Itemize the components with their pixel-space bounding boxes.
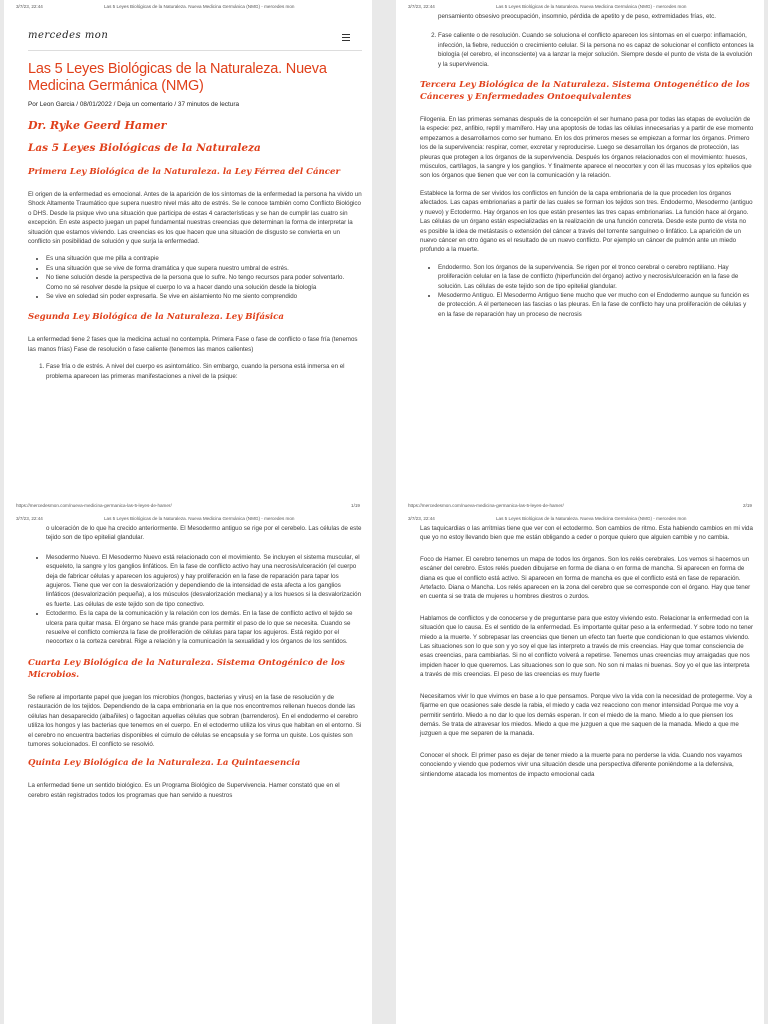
print-timestamp: 3/7/23, 22:44 bbox=[16, 4, 43, 9]
ley1-heading: Primera Ley Biológica de la Naturaleza. la Ley Férrea del Cáncer bbox=[28, 167, 341, 177]
bullet-list bbox=[420, 263, 754, 319]
list-item: o ulceración de lo que ha crecido anteriormente. El Mesodermo antiguo se rige por el cerebelo. Las células de este tejido son de tipo epitelial glandular. bbox=[46, 525, 362, 542]
bullet-list-continued bbox=[28, 524, 362, 543]
print-title: Las 5 Leyes Biológicas de la Naturaleza. Nueva Medicina Germánica (NMG) - mercedes mon bbox=[104, 4, 295, 9]
print-title: Las 5 Leyes Biológicas de la Naturaleza. Nueva Medicina Germánica (NMG) - mercedes mon bbox=[496, 516, 687, 521]
leyes-heading: Las 5 Leyes Biológicas de la Naturaleza bbox=[28, 142, 261, 154]
list-item: • Es una situación que se vive de forma dramática y que supera nuestro umbral de estrés. bbox=[46, 264, 362, 273]
article-title: Las 5 Leyes Biológicas de la Naturaleza. Nueva Medicina Germánica (NMG) bbox=[28, 61, 327, 94]
hamburger-menu-icon[interactable] bbox=[342, 34, 350, 40]
paragraph: El origen de la enfermedad es emocional. Antes de la aparición de los síntomas de la enfermedad la persona ha vivido un Shock Altamente Traumático que supera nuestro nivel más alto de estrés. Se le conoce también como Conflicto Biológico o DHS. Desde la psique vivo una situación que participa de estas 4 características y se han de cumplir las cuatro sin excepción. En este aspecto juegan un papel fundamental nuestras creencias que determinan la forma de interpretar la situación que estamos viviendo. Las creencias es los que hacen que una situación de disgusto se convierta en un conflicto sin posibilidad de solución y que surja la enfermedad. bbox=[28, 191, 362, 246]
list-item: • Endodermo. Son los órganos de la supervivencia. Se rigen por el tronco cerebral o cerebro reptiliano. Hay proliferación celular en la fase de conflicto (hiperfunción del órgano) activo y necrosis/ulceración en la fase de solución. Las células de este tejido son de tipo epitelial glandular. bbox=[438, 263, 754, 291]
paragraph: Necesitamos vivir lo que vivimos en base a lo que pensamos. Porque vivo la vida con la necesidad de protegerme. Voy a fijarme en que ocasiones sale desde la rabia, el miedo y cada vez reacciono con menor intensidad Porque me voy a permitir sentirlo. Miedo a no dar lo que los demás esperan. Ir con el miedo de la mano. Miedo a lo que piensen los demás. Se trata de atravesar los miedos. Miedo a que me juzguen a que me saquen de la manada. Miedo a que me juzguen a que me separen de la manada. bbox=[420, 692, 752, 738]
ley4-heading: Cuarta Ley Biológica de la Naturaleza. Sistema Ontogénico de los Microbios. bbox=[28, 657, 345, 680]
print-title: Las 5 Leyes Biológicas de la Naturaleza. Nueva Medicina Germánica (NMG) - mercedes mon bbox=[104, 516, 295, 521]
page-number: 1/19 bbox=[351, 503, 360, 508]
site-header bbox=[28, 20, 362, 51]
bullet-list bbox=[28, 553, 362, 647]
pdf-page-3 bbox=[4, 512, 372, 1024]
list-item: • Es una situación que me pilla a contrapie bbox=[46, 254, 362, 263]
author-heading: Dr. Ryke Geerd Hamer bbox=[28, 119, 167, 132]
paragraph: Foco de Hamer. El cerebro tenemos un mapa de todos los órganos. Son los relés cerebrales. Los vemos si hacemos un escáner del cerebro. Estos relés pueden dibujarse en forma de diana o en forma de mancha. Si aparecen en forma de diana es que el conflicto está activo. Si aparecen en forma de mancha es que el conflicto está en fase de reparación. Artefacto. Diana o Mancha. Los relés aparecen en la zona del cerebro que se corresponde con el órgano. Hay que tener en cuenta si se trata de mujeres u hombres diestros o zurdos. bbox=[420, 555, 751, 601]
page-content bbox=[28, 524, 362, 808]
pdf-page-2 bbox=[396, 0, 764, 512]
print-footer bbox=[408, 503, 752, 508]
list-item: 1. Fase fría o de estrés. A nivel del cuerpo es asintomático. Sin embargo, cuando la persona está inmersa en el problema aparecen las primeras manifestaciones a nivel de la psique: bbox=[46, 362, 362, 381]
paragraph: Filogenia. En las primeras semanas después de la concepción el ser humano pasa por todas las etapas de evolución de la especie: pez, anfibio, reptil y mamífero. Hay una apoptosis de todas las células innecesarias y a partir de ese momento empezamos a desarrollarnos como ser humano. En los dos primeros meses se empiezan a formar los órganos. Primero los de la supervivencia: respirar, comer, excretar y reproducirse. Luego se desarrollan los órganos de protección, las pleuras que protegen a los órganos de la supervivencia. Después los órganos relacionados con el movimiento: huesos, músculos, cartílagos, la sangre y los ganglios. Y finalmente aparece el neocortex y con él las mucosas y los epitelios que son los órganos que tienen que ver con la comunicación y la relación. bbox=[420, 116, 754, 180]
footer-url: https://mercedesmon.com/nueva-medicina-germanica-las-5-leyes-de-hamer/ bbox=[16, 503, 172, 508]
ley3-heading: Tercera Ley Biológica de la Naturaleza. Sistema Ontogenético de los Cánceres y Enfermedades Ontoequivalentes bbox=[420, 80, 750, 103]
list-item: • Se vive en soledad sin poder expresarla. Se vive en aislamiento No me siento comprendido bbox=[46, 292, 362, 301]
paragraph: Establece la forma de ser vividos los conflictos en función de la capa embrionaria de la que proceden los órganos afectados. Las capas embrionarias a partir de las cuales se forman los tejidos son tres. Endodermo, Mesodermo (antiguo y nuevo) y Ectodermo. Hay órganos en los que están presentes las tres capas embrionarias. La función hace al órgano. Las células de un órgano están especializadas en la realización de una función concreta. Desde este punto de vista no es posible la idea de metástasis o extensión del cáncer a través del torrente sanguíneo o linfático. La aparición de un nuevo cáncer en otro ógano es el resultado de un nuevo conflicto. Por ejemplo un cáncer de pulmón ante un miedo profundo a la muerte. bbox=[420, 189, 753, 254]
paragraph: Conocer el shock. El primer paso es dejar de tener miedo a la muerte para no perderse la vida. Cuando nos vayamos conociendo y viendo que podemos vivir una situación desde una perspectiva diferente poniéndome a la defensiva, sintiendome atacada los momentos de impacto emocional cada bbox=[420, 751, 743, 778]
list-item: • Mesodermo Nuevo. El Mesodermo Nuevo está relacionado con el movimiento. Se incluyen el sistema muscular, el esqueleto, la sangre y los ganglios linfáticos. En la fase de conflicto activo hay una necrosis/ulceración (el cuerpo deja de fabricar células y aparecen los agujeros) y hay proliferación en la fase de reparación para tapar los agujeros. Tiene que ver con la desvalorización y dependiendo de la intensidad de esta afecta a los ganglios linfáticos (desvalorización pequeña), a los músculos (desvalorización mediana) y a los huesos si la desvalorización es fuerte. Las células de este tejido son de tipo conectivo. bbox=[46, 553, 362, 609]
footer-url: https://mercedesmon.com/nueva-medicina-germanica-las-5-leyes-de-hamer/ bbox=[408, 503, 564, 508]
numbered-list bbox=[28, 362, 362, 381]
list-item: • Ectodermo. Es la capa de la comunicación y la relación con los demás. En la fase de conflicto activo el tejido se ulcera para quitar masa. El órgano se hace más grande para permitir el paso de lo que se necesita. Cuando se resuelve el conflicto comienza la fase de proliferación de células para tapar los agujeros. Está regido por el neocortex o la corteza cerebral. Rige a relación y la comunicación la sexualidad y los órganos de los sentidos. bbox=[46, 609, 362, 647]
site-name-link[interactable]: mercedes mon bbox=[28, 30, 109, 41]
page-number: 2/19 bbox=[743, 503, 752, 508]
list-item: • No tiene solución desde la perspectiva de la persona que lo sufre. No tengo recursos para poder solventarlo. Como no sé resolver desde la psique el cuerpo lo va a hacer dando una solución desde la biología bbox=[46, 273, 362, 292]
print-footer bbox=[16, 503, 360, 508]
bullet-list bbox=[28, 254, 362, 301]
numbered-list bbox=[420, 31, 754, 69]
ley5-heading: Quinta Ley Biológica de la Naturaleza. La Quintaesencia bbox=[28, 758, 301, 769]
print-timestamp: 3/7/23, 22:44 bbox=[408, 516, 435, 521]
page-content bbox=[420, 524, 754, 787]
page-content bbox=[420, 12, 754, 329]
pdf-page-1 bbox=[4, 0, 372, 512]
paragraph: Hablamos de conflictos y de conocerse y de preguntarse para que estoy viviendo esto. Relacionar la enfermedad con la situación que lo causa. Es el sentido de la enfermedad. Es importante quitar peso a la enfermedad. Y sobre todo no tener miedo a la muerte. Y sobrepasar las creencias que tienen un efecto tan fuerte que condicionan lo que estamos viviendo. Las situaciones son lo que son y yo soy el que las interpreto a través de mis creencias. Hay que tomar consciencia de esas creencias, para cambiarlas. Si no el conflicto volverá a repetirse. Tenemos unas creencias muy arraigadas que nos impiden hacer lo que queremos. Las situaciones son lo que son. No son ni malas ni buenas. Soy yo el que las interpreta a través de mis creencias. El peso de las creencias es muy fuerte bbox=[420, 614, 754, 679]
paragraph: Las taquicardias o las arritmias tiene que ver con el ectodermo. Son cambios de ritmo. Esta habiendo cambios en mi vida que yo no estoy llevando bien que me están obligando a ceder o porque quiero que alguien cambie y no cambia. bbox=[420, 525, 753, 542]
print-timestamp: 3/7/23, 22:44 bbox=[408, 4, 435, 9]
print-timestamp: 3/7/23, 22:44 bbox=[16, 516, 43, 521]
print-title: Las 5 Leyes Biológicas de la Naturaleza. Nueva Medicina Germánica (NMG) - mercedes mon bbox=[496, 4, 687, 9]
page-content bbox=[28, 16, 362, 391]
article-meta: Por Leon Garcia / 08/01/2022 / Deja un comentario / 37 minutos de lectura bbox=[28, 101, 240, 108]
paragraph: La enfermedad tiene un sentido biológico. Es un Programa Biológico de Supervivencia. Hamer constató que en el cerebro están registrados todos los programas que han servido a nuestros bbox=[28, 782, 340, 799]
ley2-heading: Segunda Ley Biológica de la Naturaleza. Ley Bifásica bbox=[28, 312, 284, 323]
paragraph: La enfermedad tiene 2 fases que la medicina actual no contempla. Primera Fase o fase de conflicto o fase fría (tenemos las manos frías) Fase de resolución o fase caliente (tenemos las manos calientes) bbox=[28, 336, 358, 353]
list-item: pensamiento obsesivo preocupación, insomnio, pérdida de apetito y de peso, extremidades frías, etc. bbox=[438, 13, 716, 20]
list-item: • Mesodermo Antiguo. El Mesodermo Antiguo tiene mucho que ver mucho con el Endodermo aunque su función es de protección. A él pertenecen las fascias o las pleuras. En la fase de conflicto hay una proliferación de células y en la fase de reparación hay un proceso de necrosis bbox=[438, 291, 754, 319]
list-item: 2. Fase caliente o de resolución. Cuando se soluciona el conflicto aparecen los síntomas en el cuerpo: inflamación, infección, la fiebre, reducción o crecimiento celular. Si la persona no es capaz de solucionar el conflicto entonces la biología (el cerebro, el inconsciente) va a lanzar la mejor solución. Siempre desde el punto de vista de la evolución y la supervivencia. bbox=[438, 31, 754, 69]
pdf-page-4 bbox=[396, 512, 764, 1024]
paragraph: Se refiere al importante papel que juegan los microbios (hongos, bacterias y virus) en la fase de resolución y de restauración de los tejidos. Dependiendo de la capa embrionaria en la que nos encontremos rellenan huecos donde las células han desaparecido (albañiles) o fagocitan aquellas células que sobran (barrenderos). En el endodermo el cerebro utiliza los hongos y las bacterias que tenemos en el cuerpo. En el ectodermo utiliza los virus que habitan en el entorno. Si el cerebro no encuentra bacterias disponibles el cúmulo de células se encapsula y se forma un quiste. Los quistes son tumores solucionados. El conflicto se resolvió. bbox=[28, 693, 362, 748]
numbered-list-continued bbox=[420, 12, 754, 21]
